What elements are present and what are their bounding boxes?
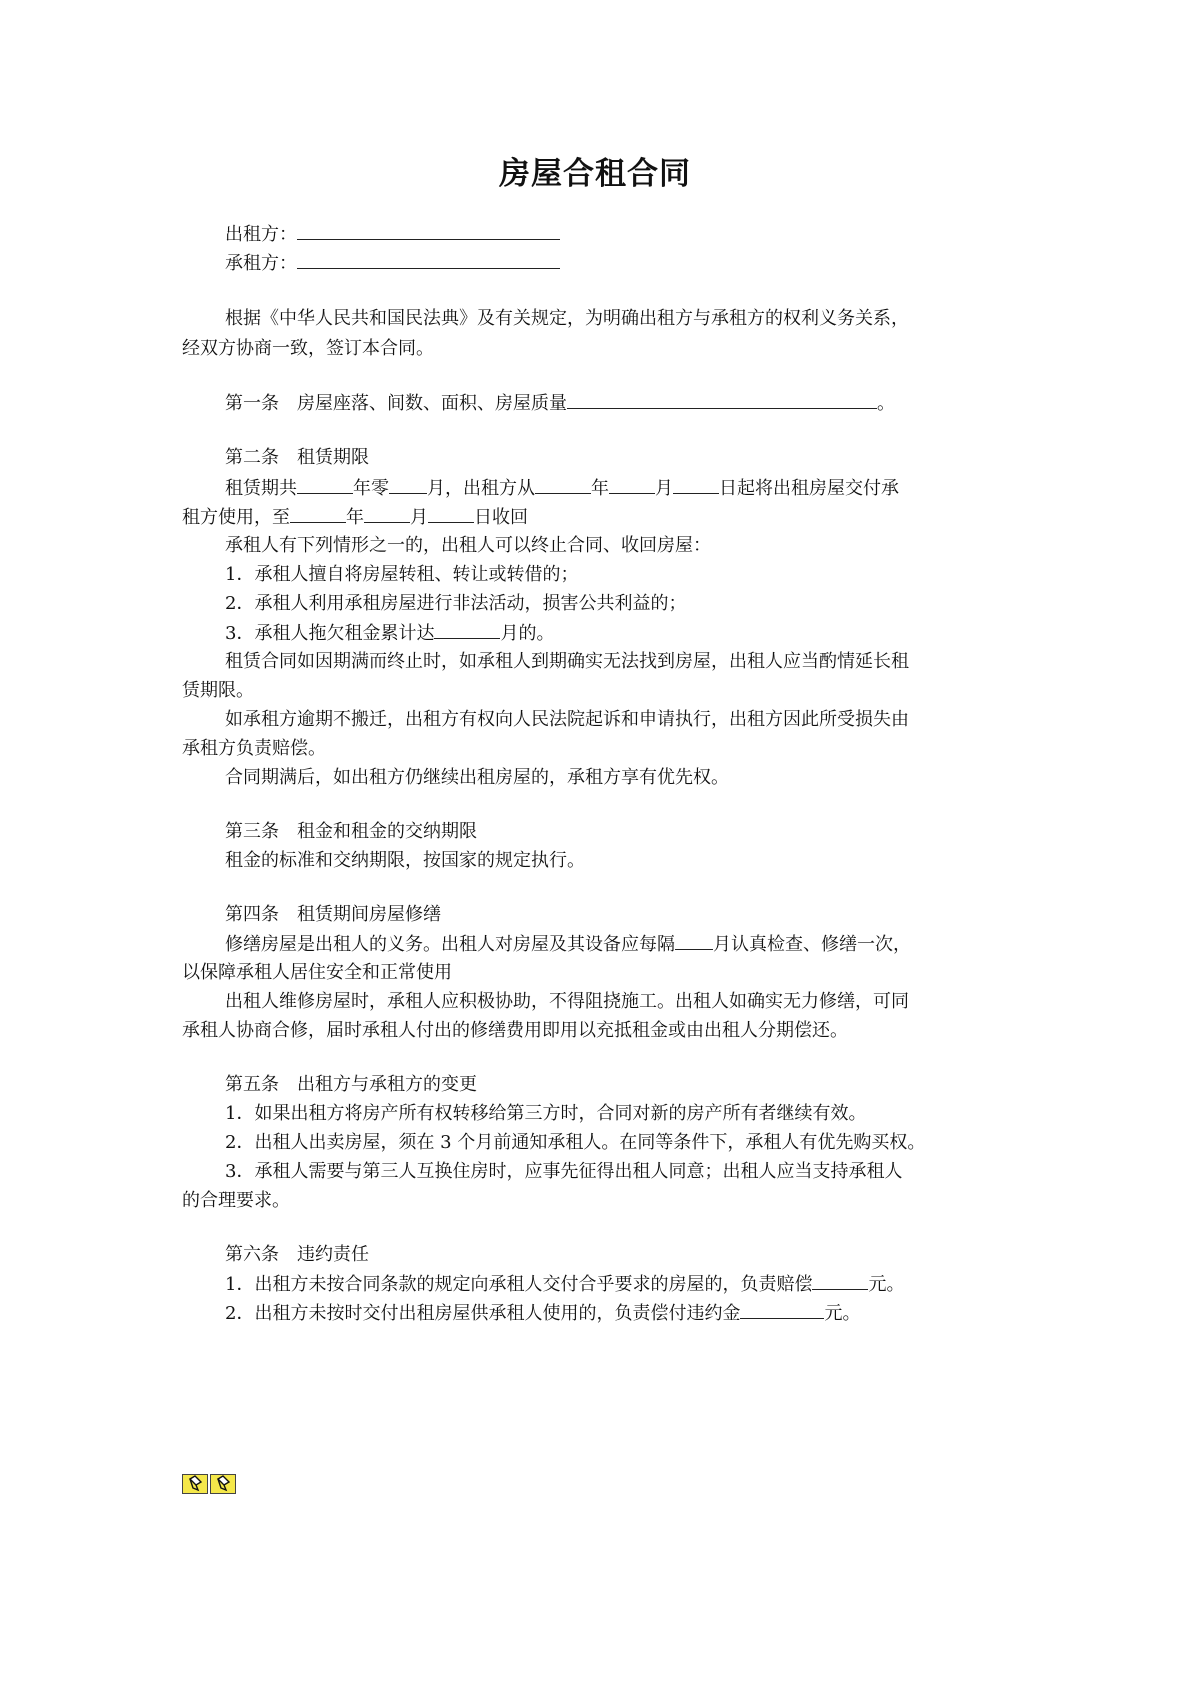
text-segment: 3．承租人拖欠租金累计达 bbox=[225, 623, 435, 644]
penalty-amount-blank[interactable] bbox=[740, 1301, 824, 1319]
text-segment: 日起将出租房屋交付承 bbox=[719, 478, 899, 499]
article-4-line-3: 出租人维修房屋时，承租人应积极协助，不得阻挠施工。出租人如确实无力修缮，可同 bbox=[225, 991, 909, 1012]
text-segment: 2．出租方未按时交付出租房屋供承租人使用的，负责偿付违约金 bbox=[225, 1303, 741, 1324]
article-2-para-1b: 赁期限。 bbox=[182, 680, 254, 701]
end-year-blank[interactable] bbox=[290, 505, 346, 523]
prev-page-icon[interactable] bbox=[182, 1474, 208, 1494]
article-5-item-3b: 的合理要求。 bbox=[182, 1190, 290, 1211]
article-6-heading: 第六条 违约责任 bbox=[225, 1244, 369, 1265]
text-segment: 1．出租方未按合同条款的规定向承租人交付合乎要求的房屋的，负责赔偿 bbox=[225, 1274, 813, 1295]
lessor-label: 出租方： bbox=[225, 224, 297, 245]
text-segment: 月 bbox=[655, 478, 673, 499]
text-segment: 年 bbox=[346, 507, 364, 528]
article-6-item-2 bbox=[225, 1301, 860, 1326]
text-segment: 元。 bbox=[868, 1274, 905, 1295]
term-months-blank[interactable] bbox=[389, 476, 427, 494]
arrears-months-blank[interactable] bbox=[434, 621, 500, 639]
article-4-line-4: 承租人协商合修，届时承租人付出的修缮费用即用以充抵租金或由出租人分期偿还。 bbox=[182, 1020, 848, 1041]
text-segment: 月 bbox=[410, 507, 428, 528]
article-3-heading: 第三条 租金和租金的交纳期限 bbox=[225, 821, 477, 842]
end-day-blank[interactable] bbox=[428, 505, 474, 523]
article-2-line-2 bbox=[182, 505, 528, 530]
article-2-heading: 第二条 租赁期限 bbox=[225, 447, 369, 468]
lessor-blank[interactable] bbox=[297, 222, 560, 240]
lessor-line bbox=[225, 222, 560, 247]
article-5-heading: 第五条 出租方与承租方的变更 bbox=[225, 1074, 477, 1095]
text-segment: 月的。 bbox=[500, 623, 555, 644]
article-1 bbox=[225, 391, 895, 416]
term-years-blank[interactable] bbox=[297, 476, 353, 494]
article-5-item-3a: 3．承租人需要与第三人互换住房时，应事先征得出租人同意；出租人应当支持承租人 bbox=[225, 1161, 903, 1182]
article-2-para-2b: 承租方负责赔偿。 bbox=[182, 738, 326, 759]
inspection-interval-blank[interactable] bbox=[675, 932, 713, 950]
next-page-icon[interactable] bbox=[210, 1474, 236, 1494]
compensation-amount-blank[interactable] bbox=[812, 1272, 868, 1290]
end-month-blank[interactable] bbox=[364, 505, 410, 523]
start-year-blank[interactable] bbox=[535, 476, 591, 494]
start-month-blank[interactable] bbox=[609, 476, 655, 494]
document-title: 房屋合租合同 bbox=[499, 156, 691, 192]
article-5-item-1: 1．如果出租方将房产所有权转移给第三方时，合同对新的房产所有者继续有效。 bbox=[225, 1103, 867, 1124]
text-segment: 年 bbox=[591, 478, 609, 499]
article-2-para-1a: 租赁合同如因期满而终止时，如承租人到期确实无法找到房屋，出租人应当酌情延长租 bbox=[225, 651, 909, 672]
text-segment: 月，出租方从 bbox=[427, 478, 535, 499]
preamble-line-2: 经双方协商一致，签订本合同。 bbox=[182, 338, 434, 359]
text-segment: 日收回 bbox=[474, 507, 528, 528]
article-1-heading: 第一条 房屋座落、间数、面积、房屋质量 bbox=[225, 393, 567, 414]
article-2-item-1: 1．承租人擅自将房屋转租、转让或转借的； bbox=[225, 564, 579, 585]
article-2-para-3: 合同期满后，如出租方仍继续出租房屋的，承租方享有优先权。 bbox=[225, 767, 729, 788]
article-4-line-1 bbox=[225, 932, 911, 957]
article-2-item-2: 2．承租人利用承租房屋进行非法活动，损害公共利益的； bbox=[225, 593, 687, 614]
article-2-item-3 bbox=[225, 621, 554, 646]
text-segment: 修缮房屋是出租人的义务。出租人对房屋及其设备应每隔 bbox=[225, 934, 675, 955]
article-2-line-1 bbox=[225, 476, 899, 501]
article-1-end: 。 bbox=[877, 393, 895, 414]
article-3-line-1: 租金的标准和交纳期限，按国家的规定执行。 bbox=[225, 850, 585, 871]
text-segment: 年零 bbox=[353, 478, 389, 499]
text-segment: 租赁期共 bbox=[225, 478, 297, 499]
text-segment: 月认真检查、修缮一次， bbox=[713, 934, 911, 955]
article-6-item-1 bbox=[225, 1272, 904, 1297]
article-2-line-3: 承租人有下列情形之一的，出租人可以终止合同、收回房屋： bbox=[225, 535, 711, 556]
article-4-heading: 第四条 租赁期间房屋修缮 bbox=[225, 904, 441, 925]
preamble-line-1: 根据《中华人民共和国民法典》及有关规定，为明确出租方与承租方的权利义务关系， bbox=[225, 308, 909, 329]
lessee-line bbox=[225, 251, 560, 276]
start-day-blank[interactable] bbox=[673, 476, 719, 494]
article-5-item-2: 2．出租人出卖房屋，须在 3 个月前通知承租人。在同等条件下，承租人有优先购买权。 bbox=[225, 1132, 926, 1153]
text-segment: 元。 bbox=[824, 1303, 861, 1324]
article-2-para-2a: 如承租方逾期不搬迁，出租方有权向人民法院起诉和申请执行，出租方因此所受损失由 bbox=[225, 709, 909, 730]
page-nav-icons bbox=[182, 1474, 236, 1494]
property-info-blank[interactable] bbox=[567, 391, 877, 409]
lessee-label: 承租方： bbox=[225, 253, 297, 274]
article-4-line-2: 以保障承租人居住安全和正常使用 bbox=[182, 962, 452, 983]
text-segment: 租方使用，至 bbox=[182, 507, 290, 528]
lessee-blank[interactable] bbox=[297, 251, 560, 269]
